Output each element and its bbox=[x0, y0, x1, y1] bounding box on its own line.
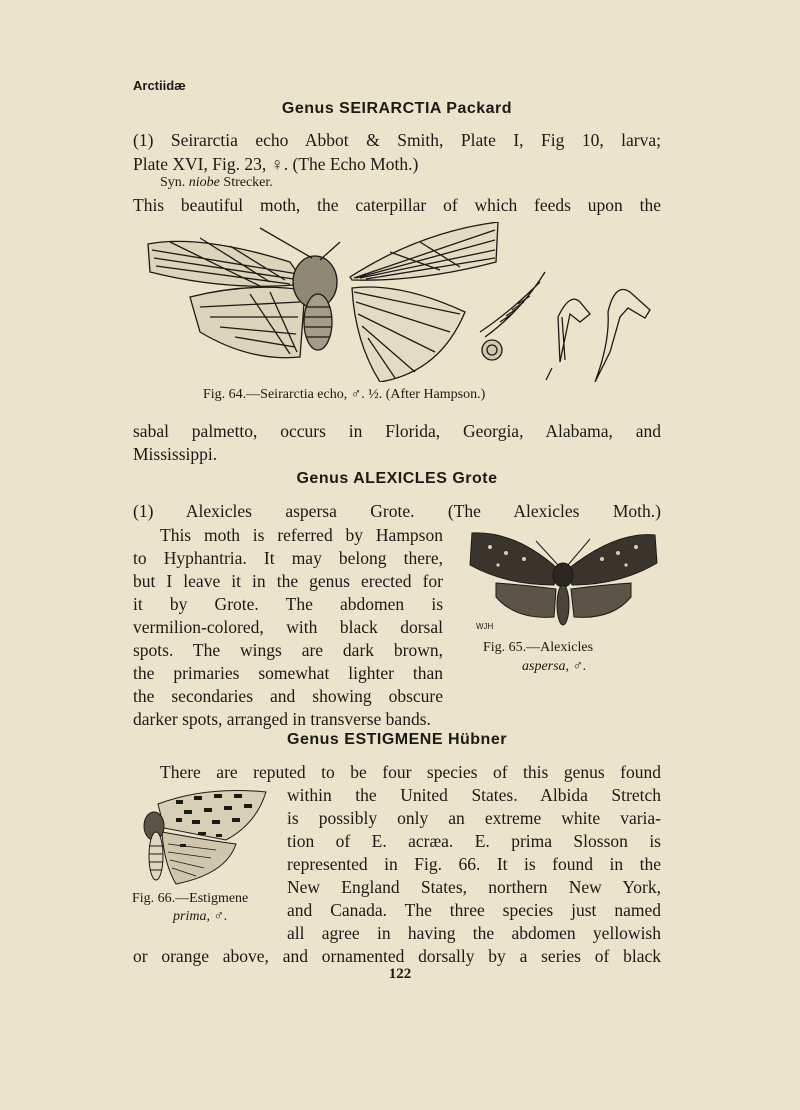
body-text-alexicles-line-4: it by Grote. The abdomen is bbox=[133, 594, 443, 614]
body-text-alexicles-line-6: spots. The wings are dark brown, bbox=[133, 640, 443, 660]
body-text-alexicles-line-3: but I leave it in the genus erected for bbox=[133, 571, 443, 591]
body-text-estigmene-line-5: represented in Fig. 66. It is found in the bbox=[287, 854, 661, 874]
entry-seirarctia-echo-line-2: Plate XVI, Fig. 23, ♀. (The Echo Moth.) bbox=[133, 154, 419, 174]
body-text-seirarctia-line-1: This beautiful moth, the caterpillar of which feeds upon the bbox=[133, 195, 661, 215]
genus-heading-estigmene: Genus ESTIGMENE Hübner bbox=[287, 731, 507, 748]
body-text-seirarctia-line-3: Mississippi. bbox=[133, 444, 218, 464]
body-text-seirarctia-line-2: sabal palmetto, occurs in Florida, Georgia, Alabama, and bbox=[133, 421, 661, 441]
genus-heading-alexicles: Genus ALEXICLES Grote bbox=[296, 470, 498, 487]
entry-seirarctia-echo-line-1: (1) Seirarctia echo Abbot & Smith, Plate I, Fig 10, larva; bbox=[133, 130, 661, 150]
synonym-prefix: Syn. bbox=[160, 175, 186, 190]
body-text-estigmene-line-3: is possibly only an extreme white varia- bbox=[287, 808, 661, 828]
body-text-alexicles-line-2: to Hyphantria. It may belong there, bbox=[133, 548, 443, 568]
body-text-alexicles-line-5: vermilion-colored, with black dorsal bbox=[133, 617, 443, 637]
figure-66-estigmene-prima-illustration bbox=[136, 784, 272, 888]
page-number: 122 bbox=[388, 966, 412, 982]
body-text-alexicles-line-9: darker spots, arranged in transverse bands. bbox=[133, 709, 431, 729]
figure-64-caption: Fig. 64.—Seirarctia echo, ♂. ½. (After Hampson.) bbox=[203, 387, 486, 402]
figure-64-seirarctia-echo-illustration bbox=[140, 222, 660, 382]
synonym-line bbox=[160, 175, 273, 191]
body-text-estigmene-line-6: New England States, northern New York, bbox=[287, 877, 661, 897]
synonym-author: Strecker. bbox=[223, 175, 273, 190]
figure-65-caption-line-2: aspersa, ♂. bbox=[522, 659, 587, 674]
entry-alexicles-aspersa: (1) Alexicles aspersa Grote. (The Alexicles Moth.) bbox=[133, 501, 661, 521]
engraver-mark: WJH bbox=[476, 622, 494, 631]
body-text-alexicles-line-7: the primaries somewhat lighter than bbox=[133, 663, 443, 683]
body-text-estigmene-line-7: and Canada. The three species just named bbox=[287, 900, 661, 920]
body-text-alexicles-line-8: the secondaries and showing obscure bbox=[133, 686, 443, 706]
running-head: Arctiidæ bbox=[133, 78, 186, 93]
body-text-estigmene-line-1: There are reputed to be four species of this genus found bbox=[160, 762, 661, 782]
body-text-estigmene-line-9: or orange above, and ornamented dorsally by a series of black bbox=[133, 946, 661, 966]
body-text-estigmene-line-2: within the United States. Albida Stretch bbox=[287, 785, 661, 805]
body-text-estigmene-line-8: all agree in having the abdomen yellowish bbox=[287, 923, 661, 943]
figure-65-alexicles-aspersa-illustration bbox=[466, 525, 661, 635]
body-text-alexicles-line-1: This moth is referred by Hampson bbox=[160, 525, 443, 545]
synonym-name: niobe bbox=[188, 175, 220, 190]
figure-66-caption-line-1: Fig. 66.—Estigmene bbox=[132, 891, 249, 906]
body-text-estigmene-line-4: tion of E. acræa. E. prima Slosson is bbox=[287, 831, 661, 851]
figure-66-caption-line-2: prima, ♂. bbox=[173, 909, 228, 924]
genus-heading-seirarctia: Genus SEIRARCTIA Packard bbox=[281, 100, 513, 117]
figure-65-caption-line-1: Fig. 65.—Alexicles bbox=[483, 640, 594, 655]
